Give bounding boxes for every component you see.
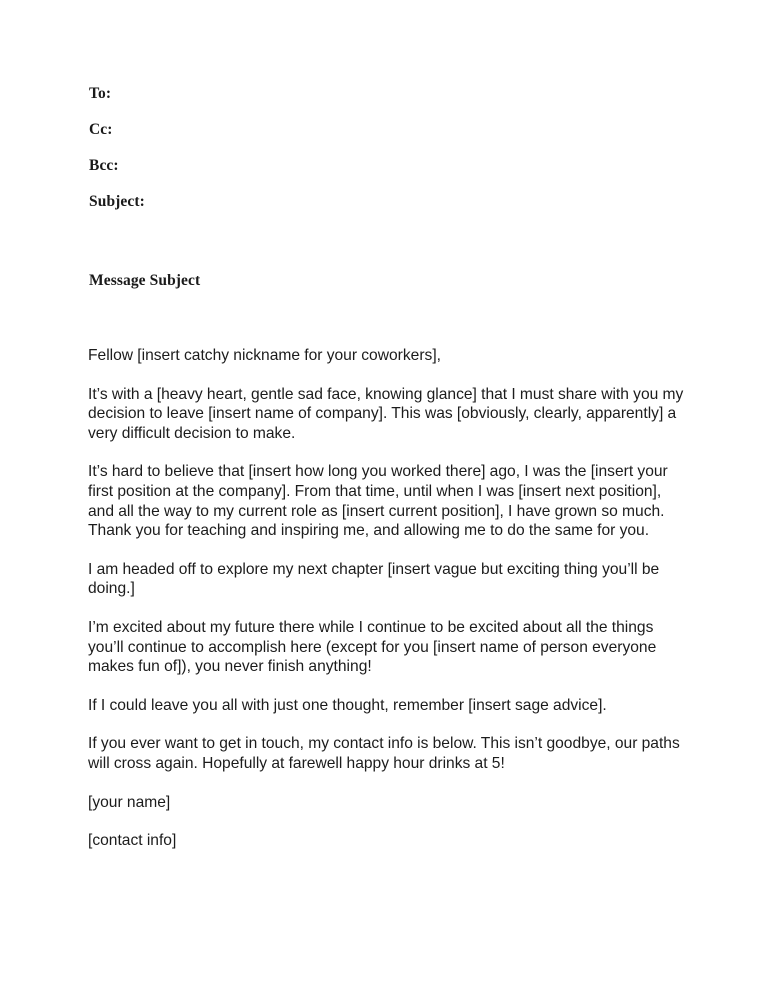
header-field-bcc[interactable]: [89, 156, 689, 192]
header-field-to-label: To:: [89, 85, 112, 102]
letter-body: [88, 346, 684, 851]
header-field-cc-label: Cc:: [89, 121, 113, 138]
header-field-cc[interactable]: [89, 120, 689, 156]
letter-paragraph-6: If you ever want to get in touch, my contact info is below. This isn’t goodbye, our paths will cross again. Hopefully at farewell happy hour drinks at 5!: [88, 735, 680, 772]
letter-paragraph-5: If I could leave you all with just one thought, remember [insert sage advice].: [88, 696, 607, 714]
header-field-bcc-label: Bcc:: [89, 157, 119, 174]
letter-paragraph-3: I am headed off to explore my next chapter [insert vague but exciting thing you’ll be doing.]: [88, 560, 660, 598]
letter-paragraph-1: It’s with a [heavy heart, gentle sad face, knowing glance] that I must share with you my decision to leave [insert name of company]. This was [obviously, clearly, apparently] a very difficult decision to make.: [88, 385, 684, 442]
email-header-fields: [89, 84, 689, 228]
letter-contact-info: [contact info]: [88, 832, 177, 850]
message-subject-heading: Message Subject: [89, 272, 201, 289]
header-field-subject-label: Subject:: [89, 193, 145, 210]
header-field-subject-value[interactable]: [145, 193, 151, 210]
header-field-cc-value[interactable]: [113, 121, 119, 138]
header-field-subject[interactable]: [89, 192, 689, 228]
letter-paragraph-4: I’m excited about my future there while I continue to be excited about all the things you’ll continue to accomplish here (except for you [insert name of person everyone makes fun of]), you never finish anything!: [88, 618, 657, 676]
header-field-to[interactable]: [89, 84, 689, 120]
letter-salutation: Fellow [insert catchy nickname for your coworkers],: [88, 347, 441, 364]
header-field-bcc-value[interactable]: [119, 157, 125, 174]
letter-signoff-name: [your name]: [88, 793, 171, 811]
letter-paragraph-2: It’s hard to believe that [insert how long you worked there] ago, I was the [insert your first position at the company]. From that time, until when I was [insert next position], and all the way to my current role as [insert current position], I have grown so much. Thank you for teaching and inspiring me, and allowing me to do the same for you.: [88, 463, 668, 540]
header-field-to-value[interactable]: [111, 85, 117, 102]
